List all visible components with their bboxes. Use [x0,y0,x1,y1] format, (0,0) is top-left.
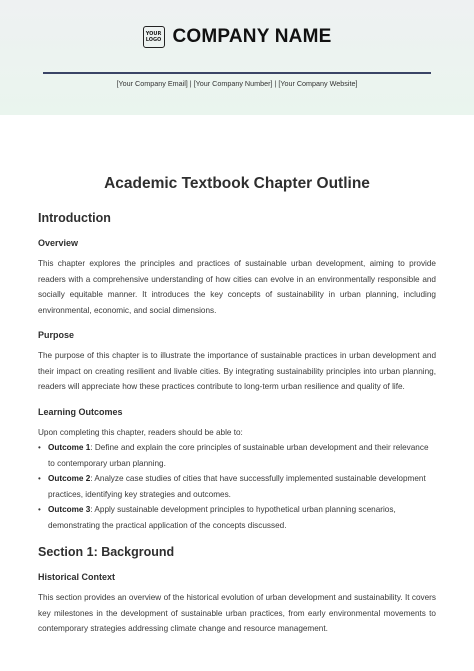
outcomes-list [38,440,436,533]
outcome-label: Outcome 2 [48,474,91,483]
bullet-icon: • [38,474,41,483]
list-item [38,440,436,471]
outcome-text: : Analyze case studies of cities that have successfully implemented sustainable development practices, identifying key strategies and outcomes. [48,474,426,499]
document-title: Academic Textbook Chapter Outline [104,175,370,192]
outcomes-intro: Upon completing this chapter, readers should be able to: [38,427,243,437]
outcome-label: Outcome 3 [48,505,91,514]
header-divider [43,72,431,74]
logo-text-line1: YOUR [145,31,162,37]
bullet-icon: • [38,443,41,452]
section1-heading: Section 1: Background [38,545,175,559]
outcome-text: : Apply sustainable development principles to hypothetical urban planning scenarios, demonstrating the practical application of the concepts discussed. [48,505,396,530]
letterhead [0,0,474,115]
historical-context-paragraph: This section provides an overview of the historical evolution of urban development and sustainability. It covers key milestones in the development of sustainable urban practices, from early environmental movements to contemporary strategies addressing climate change and resource management. [38,593,436,633]
introduction-heading: Introduction [38,211,111,225]
outcome-text: : Define and explain the core principles of sustainable urban development and their relevance to contemporary urban planning. [48,443,429,468]
outcome-label: Outcome 1 [48,443,91,452]
purpose-heading: Purpose [38,330,75,340]
list-item [38,502,436,533]
learning-outcomes-heading: Learning Outcomes [38,406,123,417]
logo-icon [143,26,165,48]
purpose-paragraph: The purpose of this chapter is to illustrate the importance of sustainable practices in urban development and their impact on creating resilient and livable cities. By integrating sustainability principles into urban planning, readers will appreciate how these practices contribute to long-term urban resilience and quality of life. [38,351,436,391]
overview-paragraph: This chapter explores the principles and practices of sustainable urban development, aiming to provide readers with a comprehensive understanding of how cities can evolve in an environmentally responsible and socially equitable manner. It introduces the key concepts of sustainability in urban planning, including environmental, economic, and social dimensions. [38,259,436,315]
logo-text-line2: LOGO [145,37,162,43]
bullet-icon: • [38,505,41,514]
list-item [38,471,436,502]
contact-info: [Your Company Email] | [Your Company Number] | [Your Company Website] [116,79,358,88]
logo-row [0,26,474,48]
company-name: COMPANY NAME [172,26,332,47]
overview-heading: Overview [38,238,79,248]
historical-context-heading: Historical Context [38,572,116,582]
document-body [38,175,436,637]
